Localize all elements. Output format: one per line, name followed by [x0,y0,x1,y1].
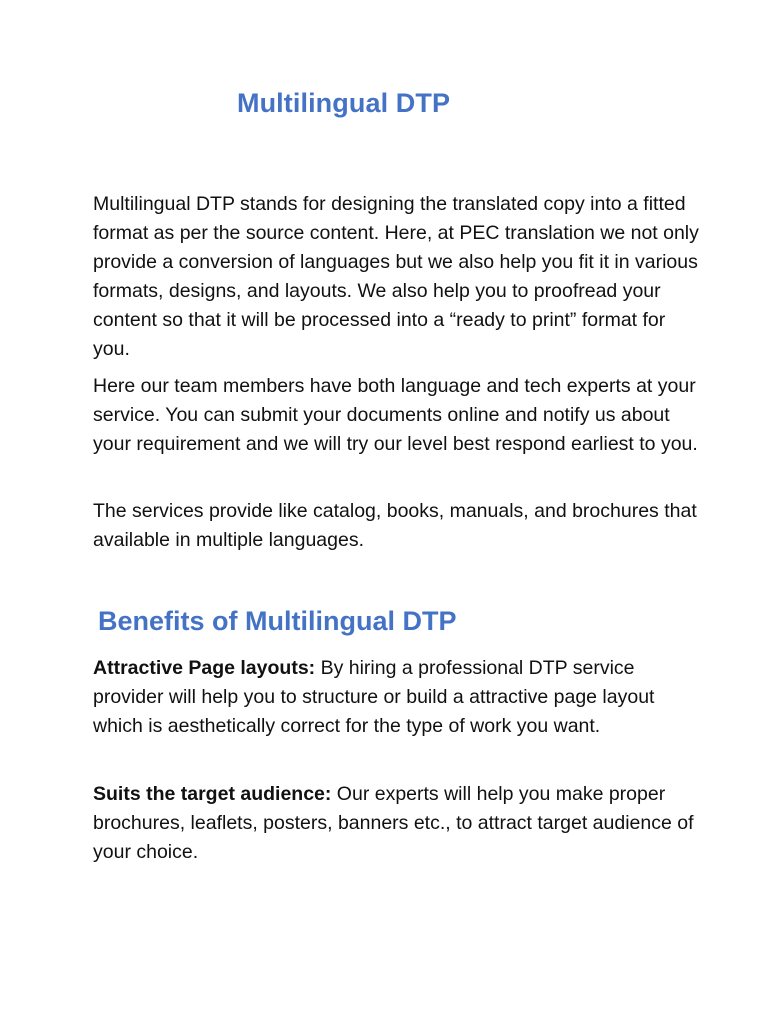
page-title: Multilingual DTP [237,88,451,118]
benefit-text: Our experts will help you make proper brochures, leaflets, posters, banners etc., to attract target audience of your choice. [93,783,694,863]
benefit-text: By hiring a professional DTP service provider will help you to structure or build a attractive page layout which is aesthetically correct for the type of work you want. [93,657,655,737]
benefit-item [93,780,703,867]
services-paragraph: The services provide like catalog, books, manuals, and brochures that available in multiple languages. [93,500,697,551]
intro-paragraph: Multilingual DTP stands for designing the translated copy into a fitted format as per the source content. Here, at PEC translation we not only provide a conversion of languages but we also help you fit it in various formats, designs, and layouts. We also help you to proofread your content so that it will be processed into a “ready to print” format for you. [93,193,699,360]
benefits-heading: Benefits of Multilingual DTP [98,606,457,636]
benefit-item [93,654,703,741]
benefit-label: Attractive Page layouts: [93,657,316,679]
team-paragraph: Here our team members have both language and tech experts at your service. You can submit your documents online and notify us about your requirement and we will try our level best respond earliest to you. [93,375,698,455]
benefit-label: Suits the target audience: [93,783,332,805]
